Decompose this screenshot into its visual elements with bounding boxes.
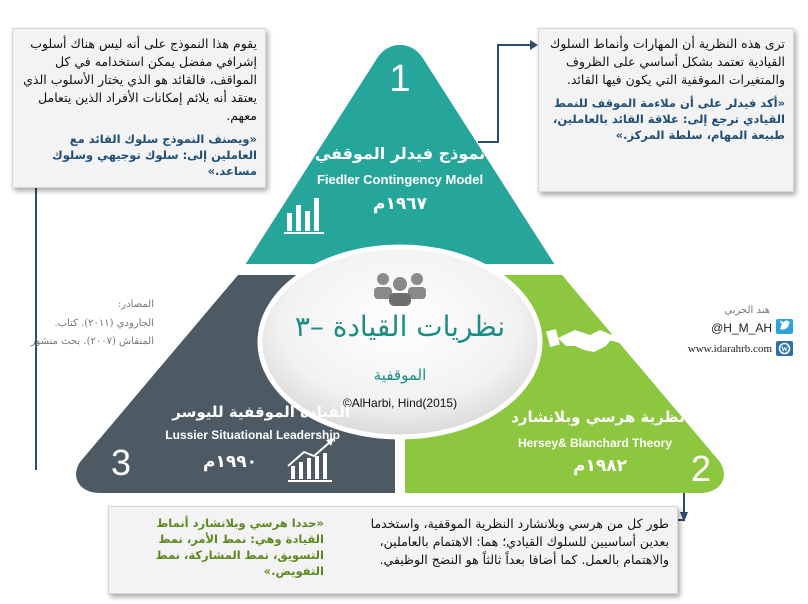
- segment-year-hersey: ١٩٨٢م: [573, 456, 627, 476]
- connector-arrow-top-right: [478, 45, 530, 142]
- segment-title-ar-hersey: نظرية هرسي وبلانشارد: [511, 408, 685, 426]
- box-body-text: طور كل من هرسي وبلانشارد النظرية الموقفية، واستخدما بعدين أساسيين للسلوك القيادي؛ هما: الاهتمام بالعاملين، والاهتمام بالعمل. كما أضافا بعداً ثالثاً هو النضج الوظيفي.: [370, 516, 669, 567]
- segment-number-2: 2: [690, 448, 712, 489]
- segment-title-en-hersey: Hersey& Blanchard Theory: [517, 436, 673, 450]
- twitter-icon: [776, 319, 793, 334]
- sources-heading: المصادر:: [118, 299, 154, 310]
- author-name: هند الحربي: [724, 305, 770, 316]
- segment-title-en-fiedler: Fiedler Contingency Model: [316, 172, 484, 187]
- source-item: المنقاش (٢٠٠٧). بحث منشور: [30, 336, 154, 347]
- center-title: نظريات القيادة –٣: [294, 310, 506, 343]
- source-item: الجارودي (٢٠١١). كتاب.: [54, 318, 154, 329]
- description-box-hersey: [108, 506, 678, 594]
- segment-year-lussier: ١٩٩٠م: [203, 452, 257, 472]
- box-body-text: ترى هذه النظرية أن المهارات وأنماط السلوك القيادية تعتمد بشكل أساسي على الظروف والمتغيرات الموقفية التي يكون فيها القائد.: [549, 36, 785, 87]
- center-copyright: ©AlHarbi, Hind(2015): [342, 396, 458, 410]
- segment-number-3: 3: [110, 442, 132, 483]
- box-quote-text: «ويصنف النموذج سلوك القائد مع العاملين إلى: سلوك توجيهي وسلوك مساعد.»: [52, 132, 257, 178]
- description-box-fiedler-style: [12, 28, 266, 188]
- segment-number-1: 1: [389, 58, 411, 100]
- box-body-text: يقوم هذا النموذج على أنه ليس هناك أسلوب إشرافي مفضل يمكن استخدامه في كل المواقف، فالقائد هو الذي يختار الأسلوب الذي يعتقد أنه يلائم إمكانات الأفراد الذين يتعامل معهم.: [23, 36, 257, 123]
- twitter-handle[interactable]: @H_M_AH: [711, 321, 772, 335]
- wordpress-icon: [776, 341, 793, 356]
- svg-text:W: W: [781, 345, 788, 354]
- arrowhead-top-right: [530, 40, 538, 50]
- segment-title-en-lussier: Lussier Situational Leadership: [165, 428, 340, 442]
- box-quote-text: «حددا هرسي وبلانشارد أنماط القيادة وهي: نمط الأمر، نمط التسويق، نمط المشاركة، نمط التفويض.»: [155, 516, 324, 578]
- segment-year-fiedler: ١٩٦٧م: [373, 194, 427, 214]
- segment-title-ar-fiedler: نموذج فيدلر الموقفي: [314, 144, 486, 163]
- box-quote-text: «أكد فيدلر على أن ملاءمة الموقف للنمط القيادي ترجع إلى: علاقة القائد بالعاملين، طبيعة المهام، سلطة المركز.»: [552, 96, 785, 142]
- segment-title-ar-lussier: القيادة الموقفية لليوسر: [172, 403, 350, 421]
- center-subtitle: الموقفية: [373, 366, 427, 384]
- website-link[interactable]: www.idarahrb.com: [687, 343, 772, 355]
- description-box-theory: [538, 28, 794, 192]
